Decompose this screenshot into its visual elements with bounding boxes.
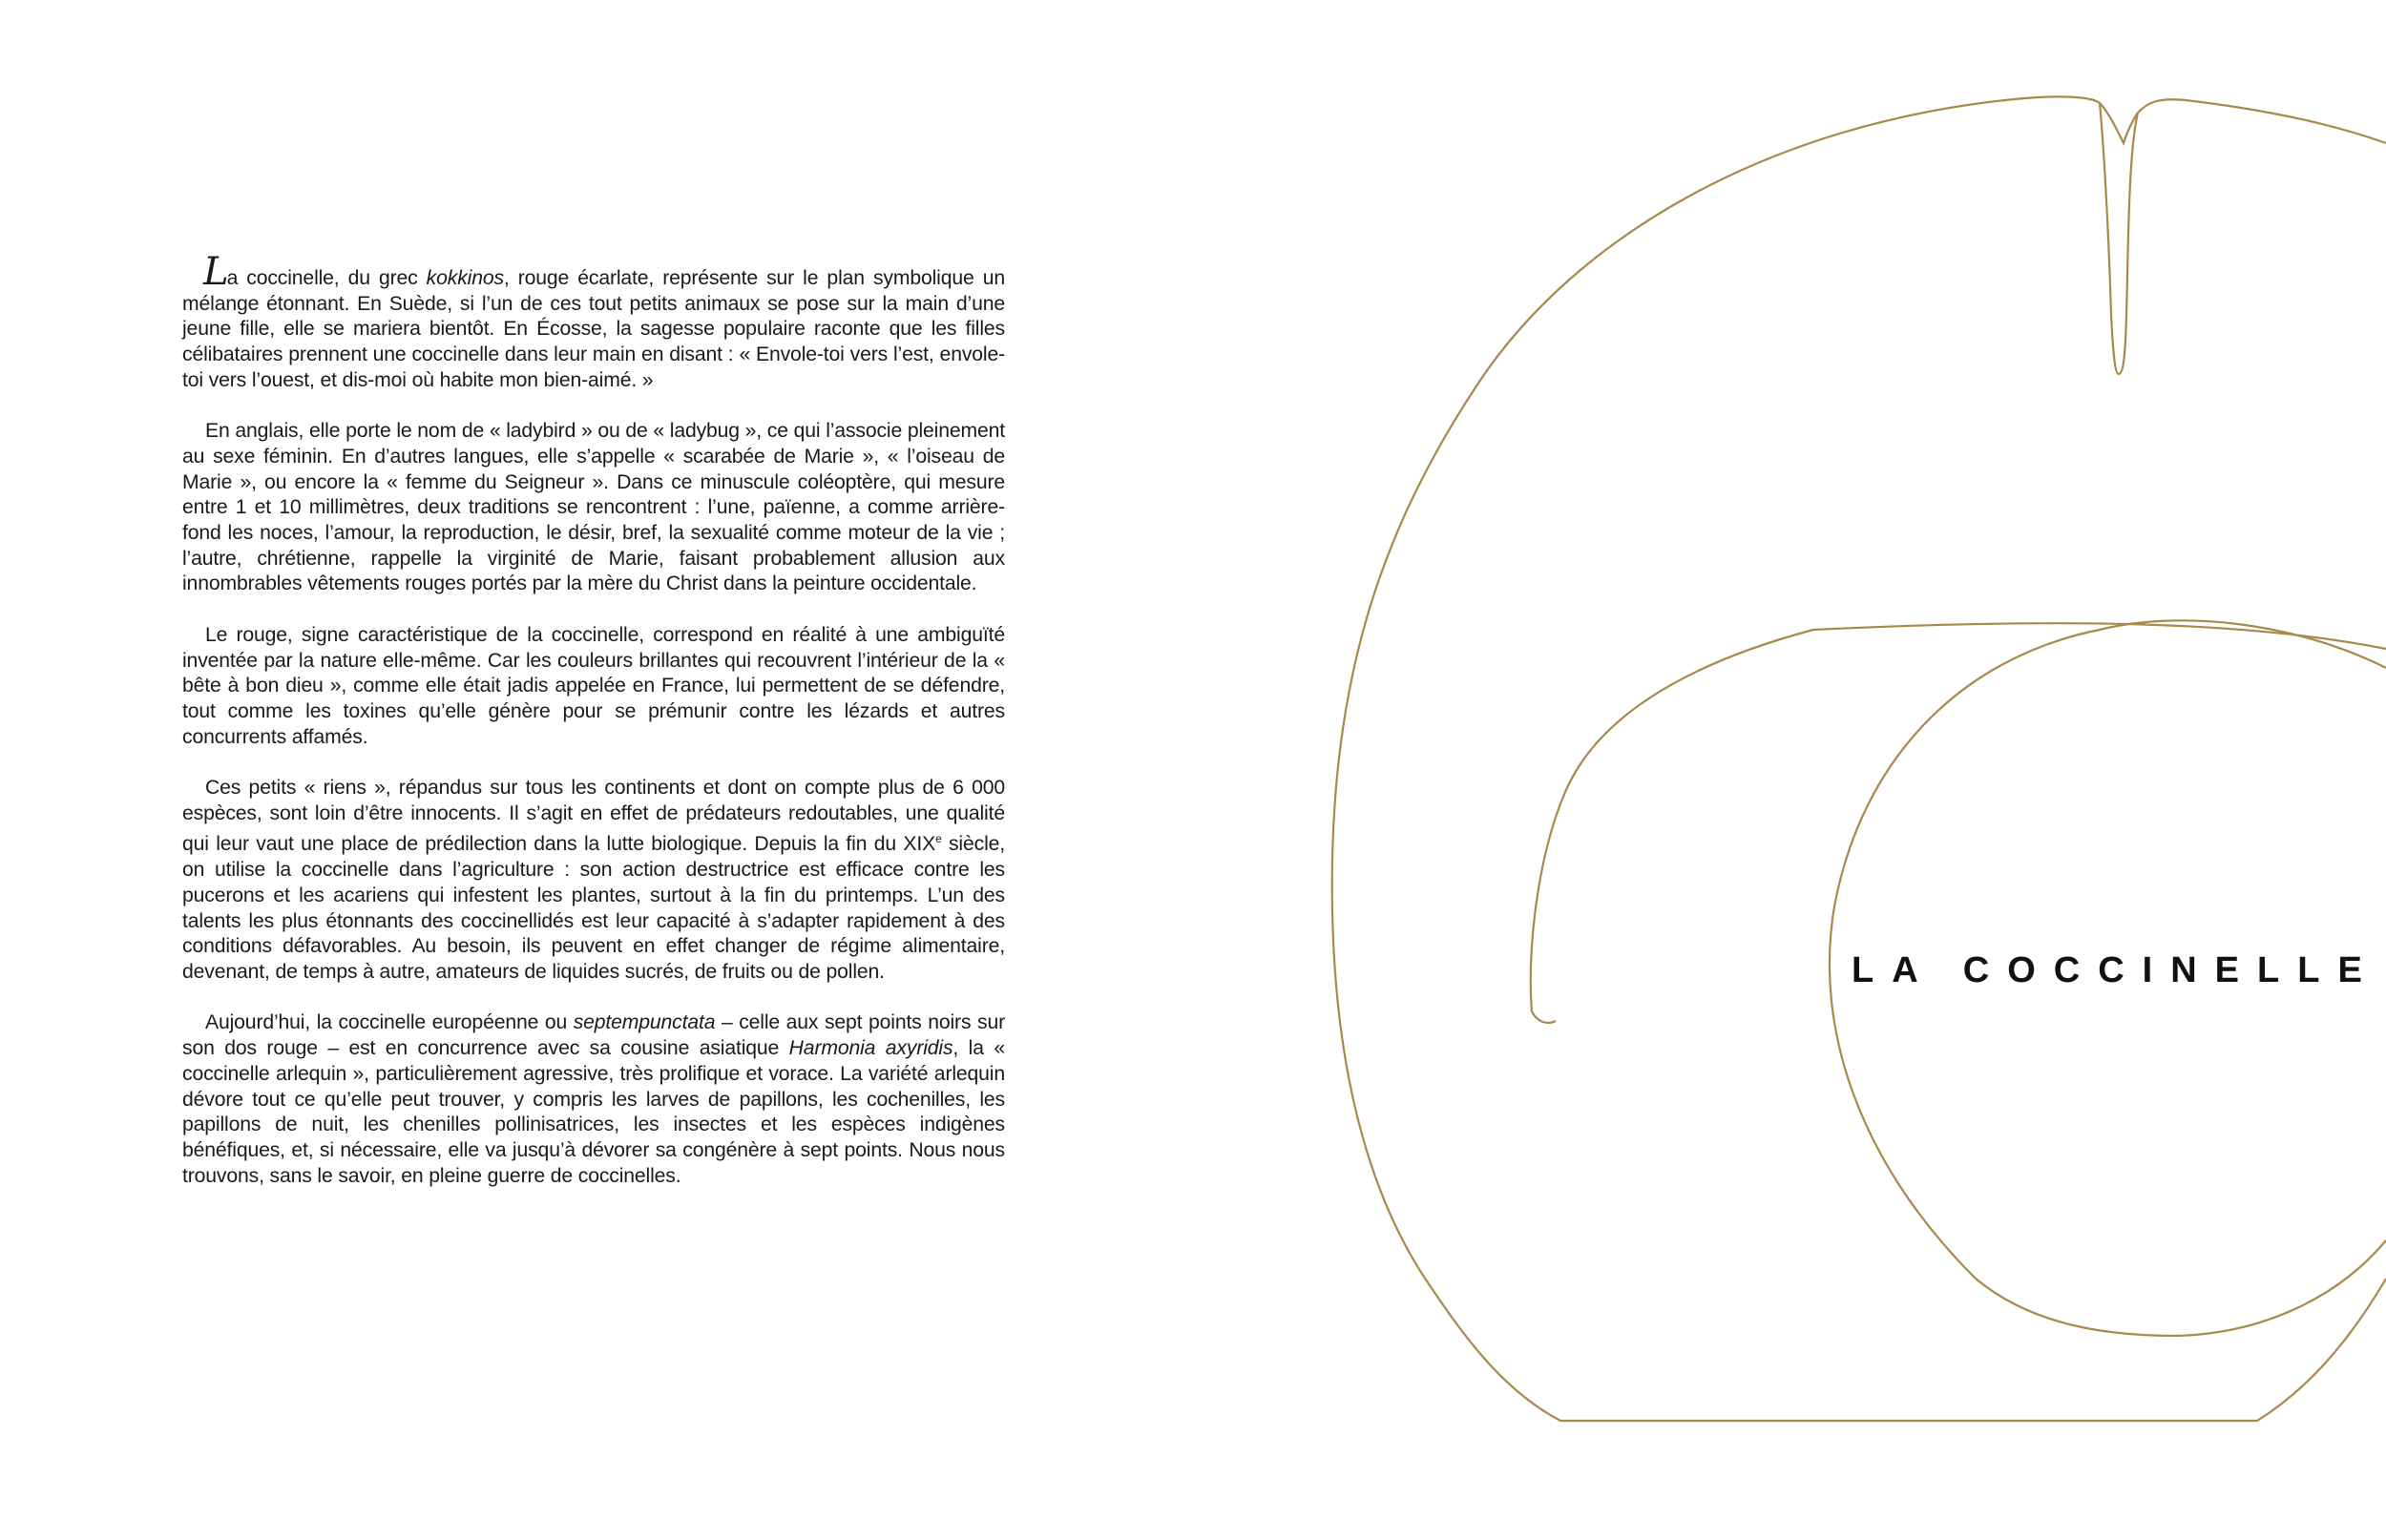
text-run: a coccinelle, du grec: [226, 267, 427, 289]
outer-shell-line: [1332, 96, 2386, 1421]
text-run: Ces petits « riens », répandus sur tous les continents et dont on compte plus de 6 000 espèces, sont loin d’être innocents. Il s’agit en effet de prédateurs redoutables, une qualité qui leur vaut une place de prédilection dans la lutte biologique. Depuis la fin du XIX: [182, 777, 1005, 856]
right-page: [1193, 0, 2386, 1540]
paragraph: [182, 1010, 1005, 1189]
superscript: e: [935, 832, 942, 846]
paragraph: [182, 623, 1005, 751]
drop-cap: L: [203, 250, 227, 294]
body-text: [182, 250, 1005, 1215]
text-run: Le rouge, signe caractéristique de la coccinelle, correspond en réalité à une ambiguïté inventée par la nature elle-même. Car les couleurs brillantes qui recouvrent l’intérieur de la « bête à bon dieu », comme elle était jadis appelée en France, lui permettent de se défendre, tout comme les toxines qu’elle génère pour se prémunir contre les lézards et autres concurrents affamés.: [182, 623, 1005, 748]
italic-term: kokkinos: [426, 267, 504, 289]
italic-term: Harmonia axyridis: [788, 1037, 953, 1060]
text-run: siècle, on utilise la coccinelle dans l’agriculture : son action destructrice est efficace contre les pucerons et les acariens qui infestent les plantes, surtout à la fin du printemps. L’un des talents les plus étonnants des coccinellidés est leur capacité à s’adapter rapidement à des conditions défavorables. Au besoin, ils peuvent en effet changer de régime alimentaire, devenant, de temps à autre, amateurs de liquides sucrés, de fruits ou de pollen.: [182, 833, 1005, 983]
paragraph: [182, 250, 1005, 394]
page-title: LA COCCINELLE: [1852, 950, 2380, 990]
text-run: , la « coccinelle arlequin », particulièrement agressive, très prolifique et vorace. La variété arlequin dévore tout ce qu’elle peut trouver, y compris les larves de papillons, les cochenilles, les papillons de nuit, les chenilles pollinisatrices, les insectes et les espèces indigènes bénéfiques, et, si nécessaire, elle va jusqu’à dévorer sa congénère à sept points. Nous nous trouvons, sans le savoir, en pleine guerre de coccinelles.: [182, 1037, 1005, 1187]
top-notch-line: [2100, 103, 2138, 374]
text-run: , rouge écarlate, représente sur le plan symbolique un mélange étonnant. En Suède, si l’un de ces tout petits animaux se pose sur la main d’une jeune fille, elle se mariera bientôt. En Écosse, la sagesse populaire raconte que les filles célibataires prennent une coccinelle dans leur main en disant : « Envole-toi vers l’est, envole-toi vers l’ouest, et dis-moi où habite mon bien-aimé. »: [182, 267, 1005, 391]
text-run: En anglais, elle porte le nom de « ladybird » ou de « ladybug », ce qui l’associe pleinement au sexe féminin. En d’autres langues, elle s’appelle « scarabée de Marie », « l’oiseau de Marie », ou encore la « femme du Seigneur ». Dans ce minuscule coléoptère, qui mesure entre 1 et 10 millimètres, deux traditions se rencontrent : l’une, païenne, a comme arrière-fond les noces, l’amour, la reproduction, le désir, bref, la sexualité comme moteur de la vie ; l’autre, chrétienne, rappelle la virginité de Marie, faisant probablement allusion aux innombrables vêtements rouges portés par la mère du Christ dans la peinture occidentale.: [182, 420, 1005, 595]
ladybug-outline-ornament: [1193, 0, 2386, 1540]
text-run: Aujourd’hui, la coccinelle européenne ou: [205, 1011, 574, 1034]
italic-term: septempunctata: [573, 1011, 716, 1034]
paragraph: [182, 776, 1005, 986]
paragraph: [182, 419, 1005, 597]
text-run: – celle aux sept points noirs sur son dos rouge – est en concurrence avec sa cousine asiatique: [182, 1011, 1005, 1060]
